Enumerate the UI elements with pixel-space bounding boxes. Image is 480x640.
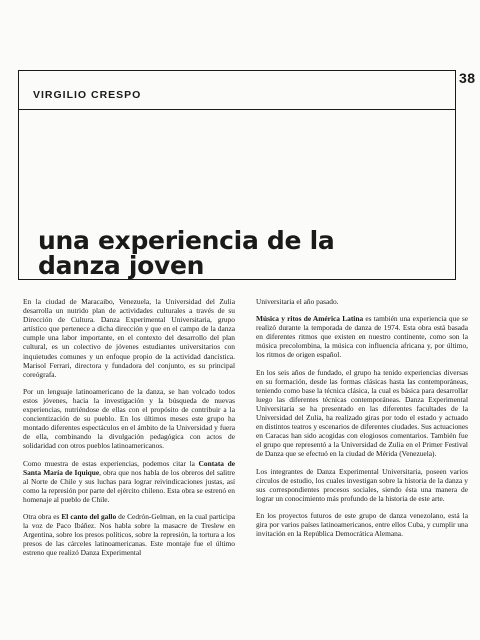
paragraph-text: Otra obra es [23, 511, 60, 521]
paragraph-text: , obra que nos habla de los obreros del salitre al Norte de Chile y sus luchas para lograr reivindicaciones justas, así como la represión por parte del ejército chileno. Esta obra se estrenó en homenaje al pueblo de Chile. [23, 467, 236, 504]
paragraph [23, 459, 235, 504]
work-title: El canto del gallo [61, 511, 117, 521]
paragraph-text: Como muestra de estas experiencias, podemos citar la [23, 458, 195, 468]
title-line-1: una experiencia de la [38, 226, 335, 255]
page-number: 38 [459, 70, 476, 86]
work-title: Música y ritos de América Latina [256, 314, 364, 324]
paragraph: En los seis años de fundado, el grupo ha tenido experiencias diversas en su formación, desde las formas clásicas hasta las contemporáneas, teniendo como base la técnica clásica, la cual es básica para desarrollar luego las diferentes técnicas contemporáneas. Danza Experimental Universitaria se ha presentado en las diferentes facultades de la Universidad del Zulia, ha realizado giras por todo el estado y actuado en distintos teatros y escenarios de diferentes ciudades. Sus actuaciones en Caracas han sido acogidas con elogiosos comentarios. También fue el grupo que representó a la Universidad de Zulia en el Primer Festival de Danza que se efectuó en la ciudad de Mérida (Venezuela). [256, 367, 468, 459]
left-column [23, 297, 235, 565]
paragraph: En los proyectos futuros de este grupo de danza venezolano, está la gira por varios países latinoamericanos, entre ellos Cuba, y cumplir una invitación en la República Democrática Alemana. [256, 510, 468, 539]
header-divider [19, 109, 455, 110]
paragraph: Universitaria el año pasado. [256, 297, 339, 306]
paragraph-text: es también una experiencia que se realizó durante la temporada de danza de 1974. Esta obra está basada en diferentes ritmos que existen en nuestro continente, como son la música precolombina, la música con influencia africana y, por último, los ritmos de origen español. [256, 314, 468, 360]
author-name: VIRGILIO CRESPO [33, 89, 142, 101]
paragraph: En la ciudad de Maracaibo, Venezuela, la Universidad del Zulia desarrolla un nutrido plan de actividades culturales a través de su Dirección de Cultura. Danza Experimental Universitaria, grupo artístico que pertenece a dicha dirección y que en el campo de la danza cumple una labor importante, en el contexto del desarrollo del plan cultural, es un colectivo de jóvenes estudiantes universitarios con inquietudes comunes y un enfoque propio de la actividad dancística. Marisol Ferrari, directora y fundadora del conjunto, es su principal coreógrafa. [23, 297, 235, 379]
paragraph-text: de Cedrón-Gelman, en la cual participa la voz de Paco Ibáñez. Nos habla sobre la masacre de Treslew en Argentina, sobre los presos políticos, sobre la represión, la tortura a los presos de las cárceles latinoamericanas. Este montaje fue el último estreno que realizó Danza Experimental [23, 511, 235, 558]
paragraph [256, 314, 468, 359]
work-title: Contata de Santa María de Iquique [23, 458, 235, 477]
right-column [256, 297, 468, 546]
paragraph [23, 512, 235, 557]
title-line-2: danza joven [38, 251, 205, 280]
article-title [38, 228, 448, 278]
paragraph: Por un lenguaje latinoamericano de la danza, se han volcado todos estos jóvenes, hacia la investigación y la búsqueda de nuevas experiencias, nutriéndose de ellas con el propósito de contribuir a la concientización de su pueblo. En los últimos meses este grupo ha montado diferentes espectáculos en el ámbito de la Universidad y fuera de ella, combinando la divulgación pedagógica con actos de solidaridad con otros pueblos latinoamericanos. [23, 386, 235, 451]
paragraph: Los integrantes de Danza Experimental Universitaria, poseen varios círculos de estudio, los cuales investigan sobre la historia de la danza y sus correspondientes procesos sociales, siendo ésta una manera de lograr un conocimiento más profundo de la historia de este arte. [256, 466, 468, 503]
